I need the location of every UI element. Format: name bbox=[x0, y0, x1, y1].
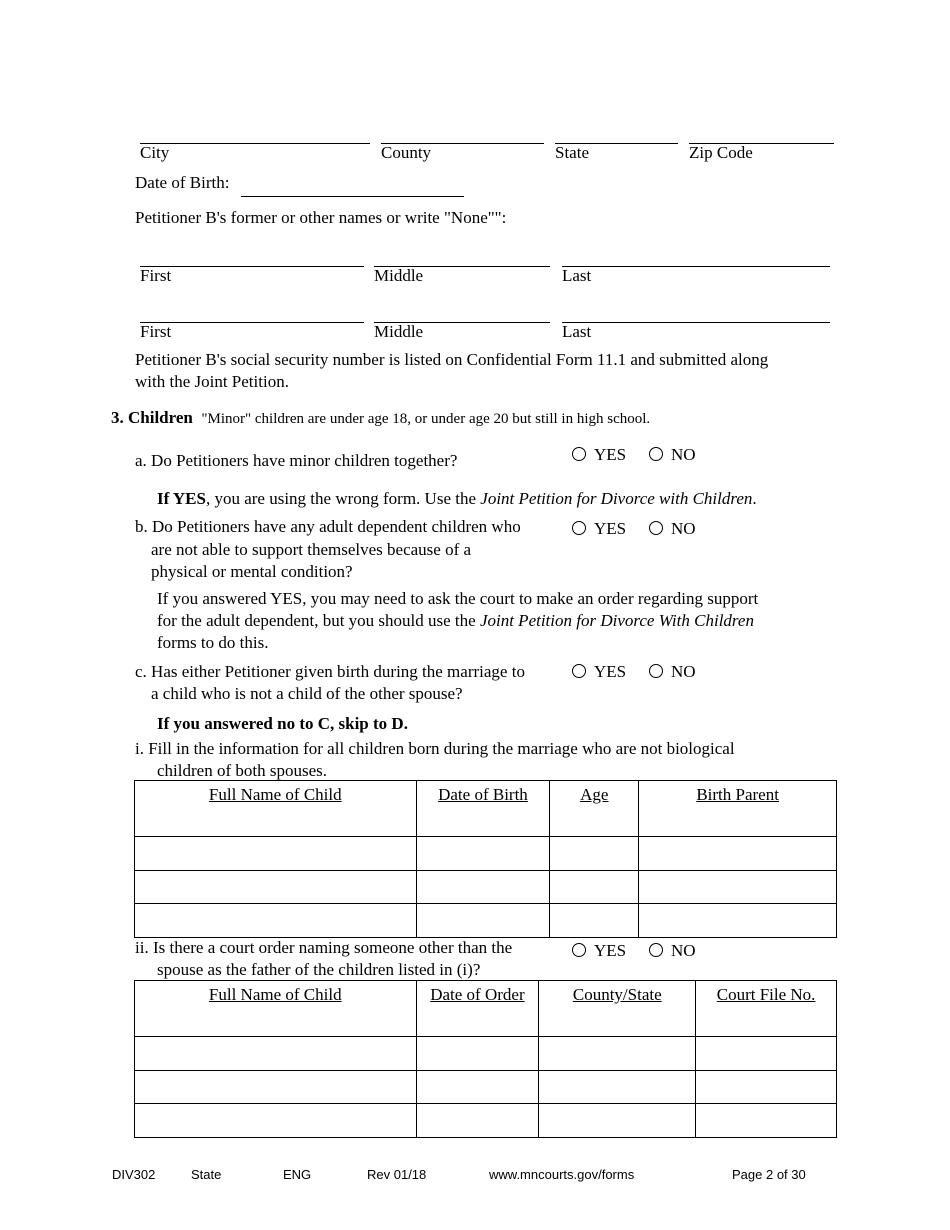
first-label-1: First bbox=[140, 266, 172, 285]
qa-note-bold: If YES bbox=[157, 489, 206, 508]
qa-yes-label: YES bbox=[594, 445, 627, 464]
qb-no-option[interactable] bbox=[649, 519, 696, 539]
footer-form-id: DIV302 bbox=[112, 1167, 156, 1182]
cell-input[interactable] bbox=[135, 1104, 417, 1138]
cell-input[interactable] bbox=[416, 1037, 539, 1071]
cell-input[interactable] bbox=[416, 904, 550, 938]
qa-no-option[interactable] bbox=[649, 445, 696, 465]
last-name-line-2[interactable] bbox=[562, 322, 830, 323]
cell-input[interactable] bbox=[135, 904, 417, 938]
cell-input[interactable] bbox=[639, 871, 837, 904]
footer-page: Page 2 of 30 bbox=[732, 1167, 806, 1182]
question-i-line-1: i. Fill in the information for all children born during the marriage who are not biological bbox=[135, 739, 735, 758]
qc-yes-label: YES bbox=[594, 662, 627, 681]
last-label-2: Last bbox=[562, 322, 592, 341]
qii-no-option[interactable] bbox=[649, 941, 696, 961]
qa-note-end: . bbox=[752, 489, 757, 508]
qa-note-form: Joint Petition for Divorce with Children bbox=[480, 489, 753, 508]
qb-no-label: NO bbox=[671, 519, 696, 538]
qa-yes-option[interactable] bbox=[572, 445, 626, 465]
qc-note: If you answered no to C, skip to D. bbox=[157, 714, 408, 733]
first-name-line-2[interactable] bbox=[140, 322, 364, 323]
cell-input[interactable] bbox=[696, 1071, 837, 1104]
table-row bbox=[135, 904, 837, 938]
section-3-heading bbox=[111, 408, 650, 428]
cell-input[interactable] bbox=[550, 904, 639, 938]
qb-note-2-text: for the adult dependent, but you should use the bbox=[157, 611, 480, 630]
question-a: a. Do Petitioners have minor children together? bbox=[135, 451, 458, 470]
cell-input[interactable] bbox=[696, 1104, 837, 1138]
cell-input[interactable] bbox=[135, 1071, 417, 1104]
question-b-line-1: b. Do Petitioners have any adult dependent children who bbox=[135, 517, 521, 536]
header-birth-parent: Birth Parent bbox=[639, 781, 837, 837]
section-3-title: 3. Children bbox=[111, 408, 193, 427]
cell-input[interactable] bbox=[135, 1037, 417, 1071]
table-row bbox=[135, 1037, 837, 1071]
qii-yes-option[interactable] bbox=[572, 941, 626, 961]
radio-icon[interactable] bbox=[572, 943, 586, 957]
cell-input[interactable] bbox=[135, 837, 417, 871]
table-header-row bbox=[135, 781, 837, 837]
radio-icon[interactable] bbox=[572, 664, 586, 678]
qa-note bbox=[157, 489, 757, 509]
former-names-label: Petitioner B's former or other names or write "None"": bbox=[135, 208, 507, 227]
cell-input[interactable] bbox=[639, 904, 837, 938]
header-court-file-no: Court File No. bbox=[696, 981, 837, 1037]
question-c-line-2: a child who is not a child of the other spouse? bbox=[151, 684, 463, 703]
radio-icon[interactable] bbox=[649, 521, 663, 535]
cell-input[interactable] bbox=[135, 871, 417, 904]
cell-input[interactable] bbox=[696, 1037, 837, 1071]
court-order-table bbox=[134, 980, 837, 1138]
city-label: City bbox=[140, 143, 170, 162]
first-label-2: First bbox=[140, 322, 172, 341]
middle-label-1: Middle bbox=[374, 266, 424, 285]
qb-note-3: forms to do this. bbox=[157, 633, 269, 652]
qii-yes-label: YES bbox=[594, 941, 627, 960]
qa-no-label: NO bbox=[671, 445, 696, 464]
question-c-line-1: c. Has either Petitioner given birth during the marriage to bbox=[135, 662, 525, 681]
question-b-line-3: physical or mental condition? bbox=[151, 562, 353, 581]
first-name-line-1[interactable] bbox=[140, 266, 364, 267]
radio-icon[interactable] bbox=[649, 943, 663, 957]
qc-yes-option[interactable] bbox=[572, 662, 626, 682]
table-header-row bbox=[135, 981, 837, 1037]
table-row bbox=[135, 1071, 837, 1104]
question-ii-line-1: ii. Is there a court order naming someone other than the bbox=[135, 938, 513, 957]
ssn-text-2: with the Joint Petition. bbox=[135, 372, 289, 391]
footer-rev: Rev 01/18 bbox=[367, 1167, 427, 1182]
qb-yes-option[interactable] bbox=[572, 519, 626, 539]
question-b-line-2: are not able to support themselves because of a bbox=[151, 540, 472, 559]
last-label-1: Last bbox=[562, 266, 592, 285]
header-date-of-order: Date of Order bbox=[416, 981, 539, 1037]
cell-input[interactable] bbox=[639, 837, 837, 871]
qb-note-2 bbox=[157, 611, 754, 631]
section-3-note: "Minor" children are under age 18, or under age 20 but still in high school. bbox=[201, 411, 651, 427]
header-full-name: Full Name of Child bbox=[135, 781, 417, 837]
cell-input[interactable] bbox=[550, 837, 639, 871]
cell-input[interactable] bbox=[416, 871, 550, 904]
city-line[interactable] bbox=[140, 143, 370, 144]
question-i-line-2: children of both spouses. bbox=[157, 761, 327, 780]
qb-note-1: If you answered YES, you may need to ask the court to make an order regarding support bbox=[157, 589, 759, 608]
radio-icon[interactable] bbox=[649, 447, 663, 461]
cell-input[interactable] bbox=[416, 837, 550, 871]
dob-label: Date of Birth: bbox=[135, 173, 230, 192]
cell-input[interactable] bbox=[416, 1071, 539, 1104]
county-label: County bbox=[381, 143, 432, 162]
table-row bbox=[135, 837, 837, 871]
header-county-state: County/State bbox=[539, 981, 696, 1037]
state-label: State bbox=[555, 143, 589, 162]
qc-no-option[interactable] bbox=[649, 662, 696, 682]
qb-note-2-form: Joint Petition for Divorce With Children bbox=[479, 611, 754, 630]
header-date-of-birth: Date of Birth bbox=[416, 781, 550, 837]
header-age: Age bbox=[550, 781, 639, 837]
cell-input[interactable] bbox=[539, 1104, 696, 1138]
footer-lang: ENG bbox=[283, 1167, 312, 1182]
qii-no-label: NO bbox=[671, 941, 696, 960]
cell-input[interactable] bbox=[416, 1104, 539, 1138]
radio-icon[interactable] bbox=[649, 664, 663, 678]
cell-input[interactable] bbox=[539, 1037, 696, 1071]
cell-input[interactable] bbox=[539, 1071, 696, 1104]
qb-yes-label: YES bbox=[594, 519, 627, 538]
radio-icon[interactable] bbox=[572, 447, 586, 461]
ssn-text-1: Petitioner B's social security number is listed on Confidential Form 11.1 and submitted along bbox=[135, 350, 769, 369]
children-table bbox=[134, 780, 837, 938]
footer-url[interactable]: www.mncourts.gov/forms bbox=[489, 1167, 635, 1182]
dob-line[interactable] bbox=[241, 196, 464, 197]
table-row bbox=[135, 871, 837, 904]
last-name-line-1[interactable] bbox=[562, 266, 830, 267]
cell-input[interactable] bbox=[550, 871, 639, 904]
qa-note-text: , you are using the wrong form. Use the bbox=[205, 489, 481, 508]
radio-icon[interactable] bbox=[572, 521, 586, 535]
question-ii-line-2: spouse as the father of the children listed in (i)? bbox=[157, 960, 481, 979]
middle-label-2: Middle bbox=[374, 322, 424, 341]
header-full-name: Full Name of Child bbox=[135, 981, 417, 1037]
qc-no-label: NO bbox=[671, 662, 696, 681]
zip-label: Zip Code bbox=[689, 143, 753, 162]
footer-state: State bbox=[191, 1167, 222, 1182]
table-row bbox=[135, 1104, 837, 1138]
